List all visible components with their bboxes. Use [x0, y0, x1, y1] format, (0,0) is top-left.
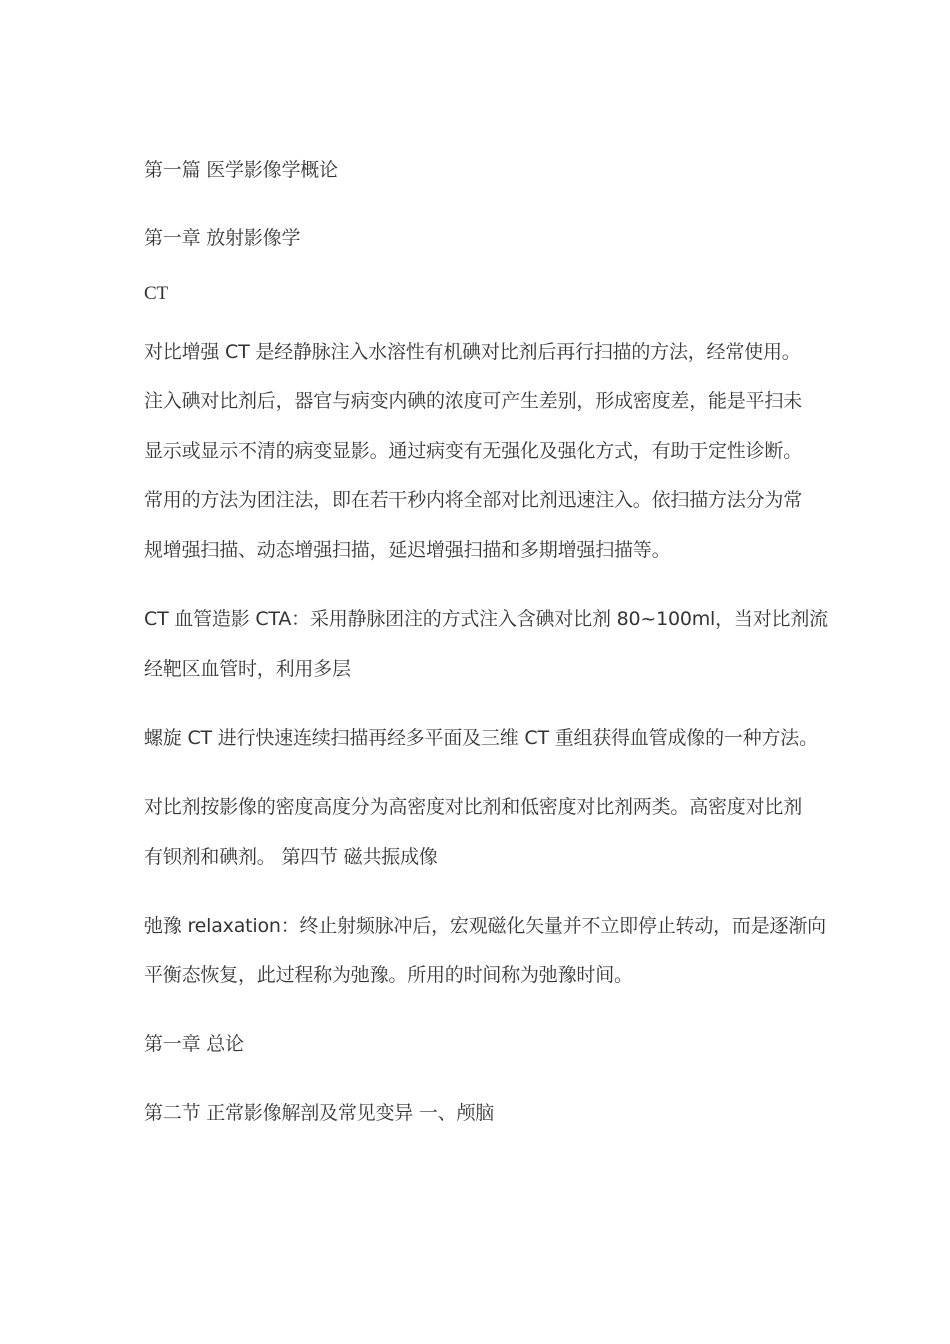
chapter-title: 第一章 放射影像学 [144, 227, 301, 249]
paragraph-line: 有钡剂和碘剂。 第四节 磁共振成像 [144, 846, 438, 868]
paragraph-line: 平衡态恢复，此过程称为弛豫。所用的时间称为弛豫时间。 [144, 964, 633, 986]
paragraph-line: CT 血管造影 CTA：采用静脉团注的方式注入含碘对比剂 80~100ml，当对比剂流 [144, 608, 828, 630]
part-title: 第一篇 医学影像学概论 [144, 159, 338, 181]
paragraph-line: 规增强扫描、动态增强扫描，延迟增强扫描和多期增强扫描等。 [144, 539, 671, 561]
chapter-title-general: 第一章 总论 [144, 1033, 244, 1055]
paragraph-line: 显示或显示不清的病变显影。通过病变有无强化及强化方式，有助于定性诊断。 [144, 440, 803, 462]
paragraph-spiral-ct: 螺旋 CT 进行快速连续扫描再经多平面及三维 CT 重组获得血管成像的一种方法。 [144, 727, 818, 749]
paragraph-line: 弛豫 relaxation：终止射频脉冲后，宏观磁化矢量并不立即停止转动，而是逐渐向 [144, 915, 826, 937]
paragraph-line: 对比剂按影像的密度高度分为高密度对比剂和低密度对比剂两类。高密度对比剂 [144, 796, 803, 818]
paragraph-line: 注入碘对比剂后，器官与病变内碘的浓度可产生差别，形成密度差，能是平扫未 [144, 390, 803, 412]
section-title-anatomy: 第二节 正常影像解剖及常见变异 一、颅脑 [144, 1102, 495, 1124]
paragraph-line: 对比增强 CT 是经静脉注入水溶性有机碘对比剂后再行扫描的方法，经常使用。 [144, 341, 801, 363]
paragraph-line: 经靶区血管时，利用多层 [144, 658, 351, 680]
section-heading-ct: CT [144, 283, 168, 304]
paragraph-line: 常用的方法为团注法，即在若干秒内将全部对比剂迅速注入。依扫描方法分为常 [144, 489, 803, 511]
